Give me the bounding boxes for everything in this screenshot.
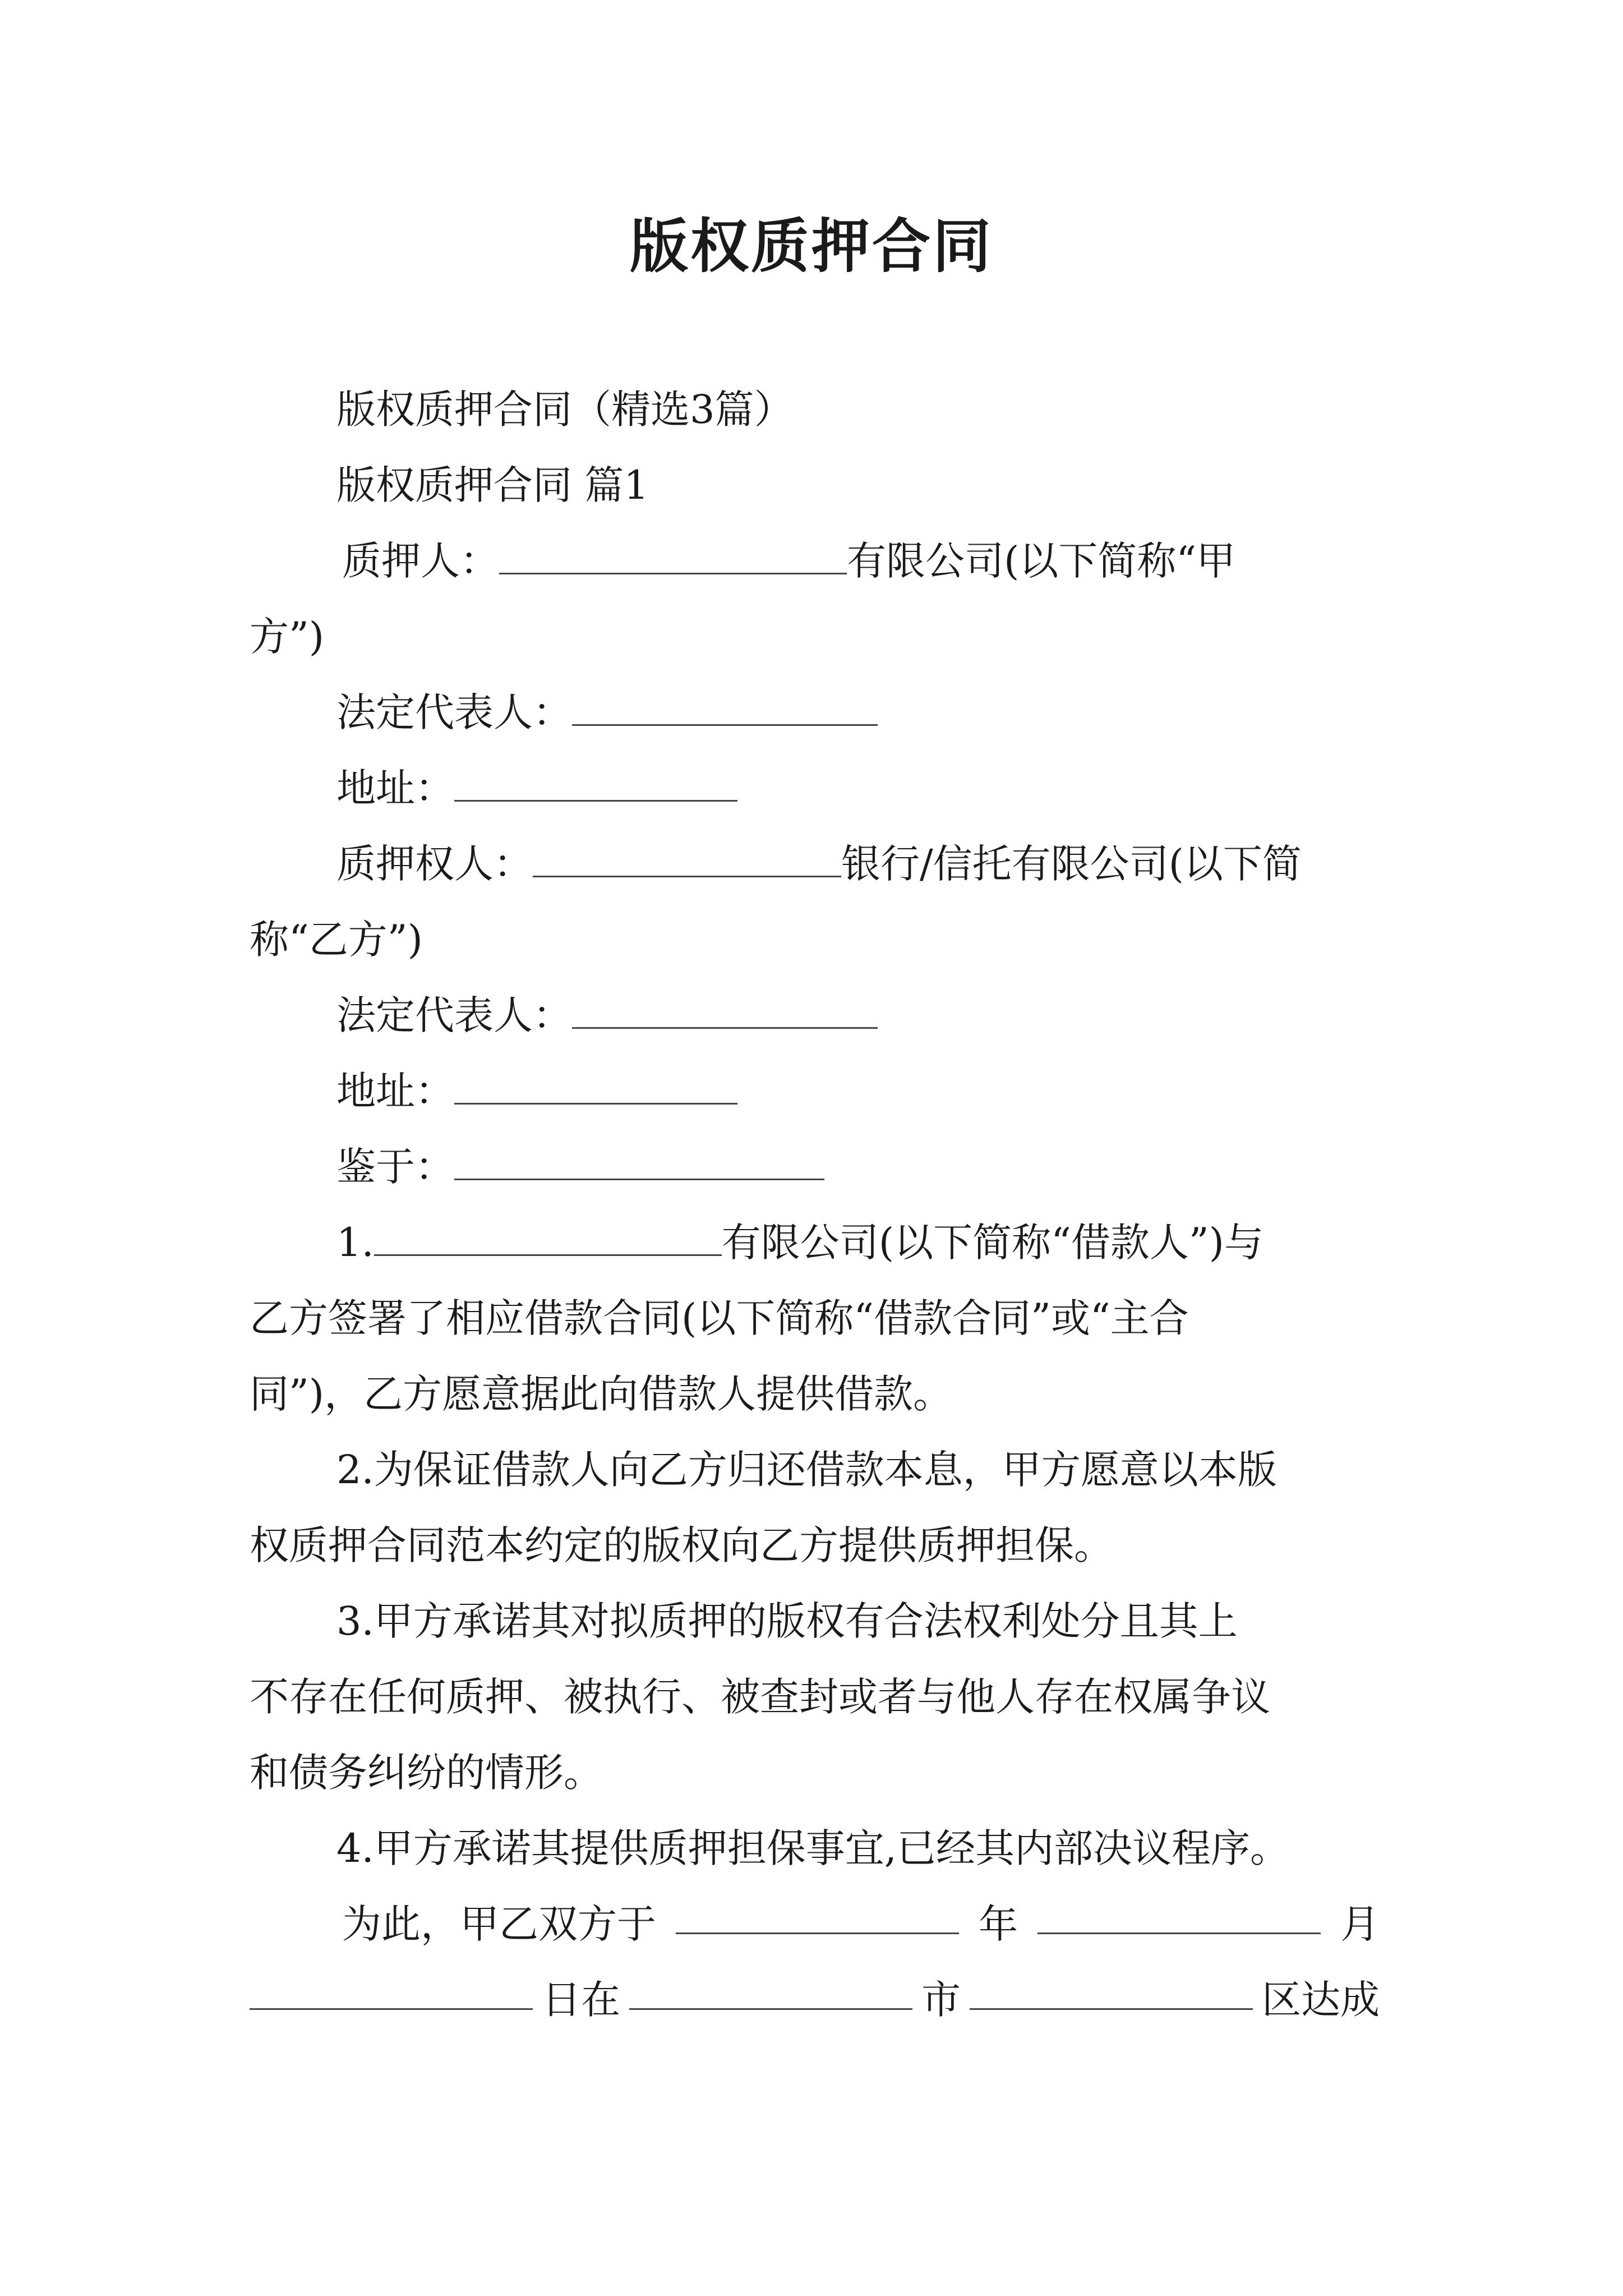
address-blank [454, 766, 737, 802]
pledgor-line [342, 536, 1380, 586]
whereas-blank [454, 1145, 824, 1180]
collection-heading: 版权质押合同（精选3篇） [336, 386, 794, 432]
city-label: 市 [921, 1977, 961, 2023]
section-heading: 版权质押合同 篇1 [336, 462, 649, 508]
year-label: 年 [979, 1901, 1018, 1947]
legal-rep-blank [572, 691, 878, 726]
pledgor-line-cont: 方”) [250, 614, 325, 660]
day-blank [250, 1975, 533, 2010]
district-label: 区达成 [1262, 1977, 1380, 2023]
legal-rep-line [336, 687, 1380, 738]
pledgee-line [336, 839, 1380, 889]
clause-3-line-2: 不存在任何质押、被执行、被查封或者与他人存在权属争议 [250, 1674, 1270, 1720]
clause-3-line: 3.甲方承诺其对拟质押的版权有合法权利处分且其上 [336, 1598, 1238, 1644]
month-label: 月 [1340, 1901, 1380, 1947]
pledgee-suffix: 银行/信托有限公司(以下简 [841, 841, 1302, 887]
district-blank [970, 1975, 1253, 2010]
legal-rep-label: 法定代表人： [336, 689, 572, 735]
address-blank-2 [454, 1069, 737, 1105]
agreement-place-line [250, 1975, 1380, 2025]
document-title: 版权质押合同 [629, 212, 993, 280]
clause-4-line: 4.甲方承诺其提供质押担保事宜,已经其内部决议程序。 [336, 1825, 1290, 1871]
clause-1-text: 有限公司(以下简称“借款人”)与 [721, 1220, 1264, 1266]
address-line [336, 763, 1380, 813]
address-label-2: 地址： [336, 1068, 454, 1114]
whereas-line [336, 1142, 1380, 1192]
legal-rep-blank-2 [572, 993, 878, 1029]
pledgor-label: 质押人： [342, 538, 499, 584]
borrower-blank [374, 1221, 722, 1256]
agreement-intro: 为此，甲乙双方于 [342, 1901, 656, 1947]
agreement-date-line [342, 1899, 1380, 1949]
city-blank [629, 1975, 912, 2010]
pledgee-line-cont: 称“乙方”) [250, 917, 423, 963]
address-label: 地址： [336, 765, 454, 811]
year-blank [676, 1899, 959, 1934]
clause-1-line-2: 乙方签署了相应借款合同(以下简称“借款合同”或“主合 [250, 1295, 1189, 1341]
whereas-label: 鉴于： [336, 1144, 454, 1190]
pledgor-name-blank [499, 539, 847, 574]
pledgor-suffix: 有限公司(以下简称“甲 [847, 538, 1236, 584]
address-line-2 [336, 1066, 1380, 1116]
clause-2-line: 2.为保证借款人向乙方归还借款本息，甲方愿意以本版 [336, 1447, 1277, 1493]
month-blank [1038, 1899, 1321, 1934]
clause-2-line-2: 权质押合同范本约定的版权向乙方提供质押担保。 [250, 1522, 1113, 1568]
clause-1-line [336, 1217, 1380, 1268]
pledgee-name-blank [533, 842, 841, 877]
pledgee-label: 质押权人： [336, 841, 533, 887]
legal-rep-line-2 [336, 990, 1380, 1041]
clause-1-number: 1. [336, 1220, 374, 1266]
clause-3-line-3: 和债务纠纷的情形。 [250, 1750, 603, 1796]
clause-1-line-3: 同”)，乙方愿意据此向借款人提供借款。 [250, 1371, 953, 1417]
legal-rep-label-2: 法定代表人： [336, 992, 572, 1038]
day-label: 日在 [542, 1977, 620, 2023]
